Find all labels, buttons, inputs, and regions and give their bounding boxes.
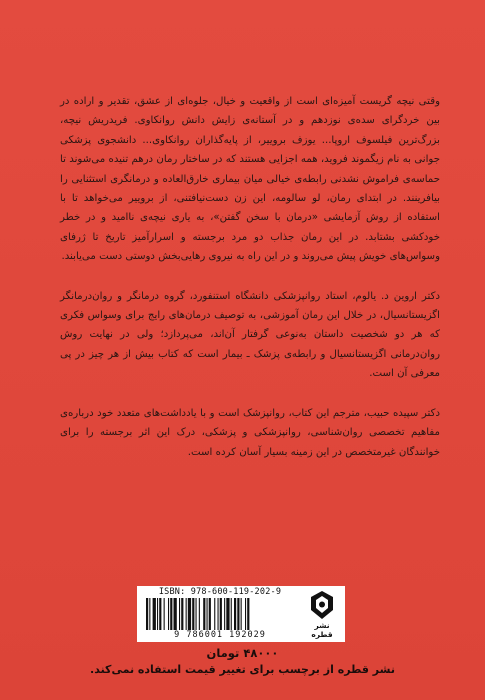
publisher-logo (305, 590, 339, 638)
barcode-bar (220, 598, 222, 630)
barcode-bar (196, 598, 197, 630)
blurb-text (60, 92, 440, 462)
barcode-bar (168, 598, 169, 630)
barcode-bar (149, 598, 150, 630)
blurb-paragraph-2: دکتر اروین د. یالوم، استاد روانپزشکی دانشگاه استنفورد، گروه درمانگر و روان‌درمانگر اگزیستانسیال، در خلال این رمان آموزشی، به توصیف درمان‌های رایج برای وسواس فکری که هر دو شخصیت داستان به‌نوعی گرفتار آن‌اند، می‌پردازد؛ ولی در نهایت روش روان‌درمانی اگزیستانسیال و رابطه‌ی پزشک ـ بیمار است که کتاب بیش از هر چیز در پی معرفی آن است. (60, 290, 440, 380)
barcode-bar (157, 598, 158, 630)
barcode-bar (209, 598, 211, 630)
barcode-bar (153, 598, 156, 630)
barcode-bar (188, 598, 191, 630)
barcode-bar (247, 598, 249, 630)
barcode-bar (214, 598, 215, 630)
barcode-bar (245, 598, 246, 630)
publisher-logo-text: نشر قطره (311, 621, 333, 639)
blurb-paragraph-3: دکتر سپیده حبیب، مترجم این کتاب، روانپزشک است و با یادداشت‌های متعدد خود درباره‌ی مفاهیم تخصصی روان‌شناسی، روانپزشکی و پزشکی، درک این اثر برجسته را برای خوانندگان غیرمتخصص در این زمینه بسیار آسان کرده است. (60, 407, 440, 458)
barcode-bar (241, 598, 242, 630)
barcode-bar (226, 598, 229, 630)
barcode-bar (164, 598, 165, 630)
publisher-logo-icon (309, 590, 335, 620)
barcode-bar (207, 598, 208, 630)
barcode-bar (179, 598, 180, 630)
barcode-bar (192, 598, 194, 630)
barcode-bar (174, 598, 177, 630)
barcode-bar (231, 598, 232, 630)
barcode-bar (159, 598, 161, 630)
price-label: ۴۸۰۰۰ تومان (206, 646, 279, 660)
barcode-bar (203, 598, 205, 630)
barcode-bar (199, 598, 200, 630)
barcode-bar (218, 598, 219, 630)
barcode-bar (224, 598, 225, 630)
blurb-paragraph-1: وقتی نیچه گریست آمیزه‌ای است از واقعیت و خیال، جلوه‌ای از عشق، تقدیر و اراده در بین خردگرای سده‌ی نوزدهم و در آستانه‌ی زایش دانش روانکاوی. فریدریش نیچه، بزرگ‌ترین فیلسوف اروپا... یوزف بروییر، از پایه‌گذاران روانکاوی... دانشجوی پزشکی جوانی به نام زیگموند فروید، همه اجزایی هستند که در ساختار رمان درهم تنیده می‌شوند تا حماسه‌ی فراموش نشدنی رابطه‌ی خیالی میان بیماری خارق‌العاده و درمانگری استثنایی را بیافرینند. در ابتدای رمان، لو سالومه، این زن دست‌نیافتنی، از بروییر می‌خواهد تا با استفاده از روش آزمایشی «درمان با سخن گفتن»، به یاری نیچه‌ی ناامید و در خطر خودکشی بشتابد. در این رمان جذاب دو مرد برجسته و اسرارآمیز تاریخ تا ژرفای وسواس‌های خویش پیش می‌روند و در این راه به نیروی رهایی‌بخش دوستی دست می‌یابند. (60, 96, 440, 263)
barcode-bar (234, 598, 236, 630)
barcode-bar (181, 598, 183, 630)
barcode-bars (143, 598, 297, 630)
barcode-bar (146, 598, 148, 630)
barcode-bar (237, 598, 239, 630)
isbn-label: ISBN: 978-600-119-202-9 (158, 587, 282, 597)
price-notice: نشر قطره از برچسب برای تغییر قیمت استفاده نمی‌کند. (90, 663, 395, 676)
barcode-bar (170, 598, 172, 630)
barcode-number: 9 786001 192029 (174, 630, 266, 640)
barcode-bar (186, 598, 187, 630)
barcode-box (137, 586, 345, 642)
